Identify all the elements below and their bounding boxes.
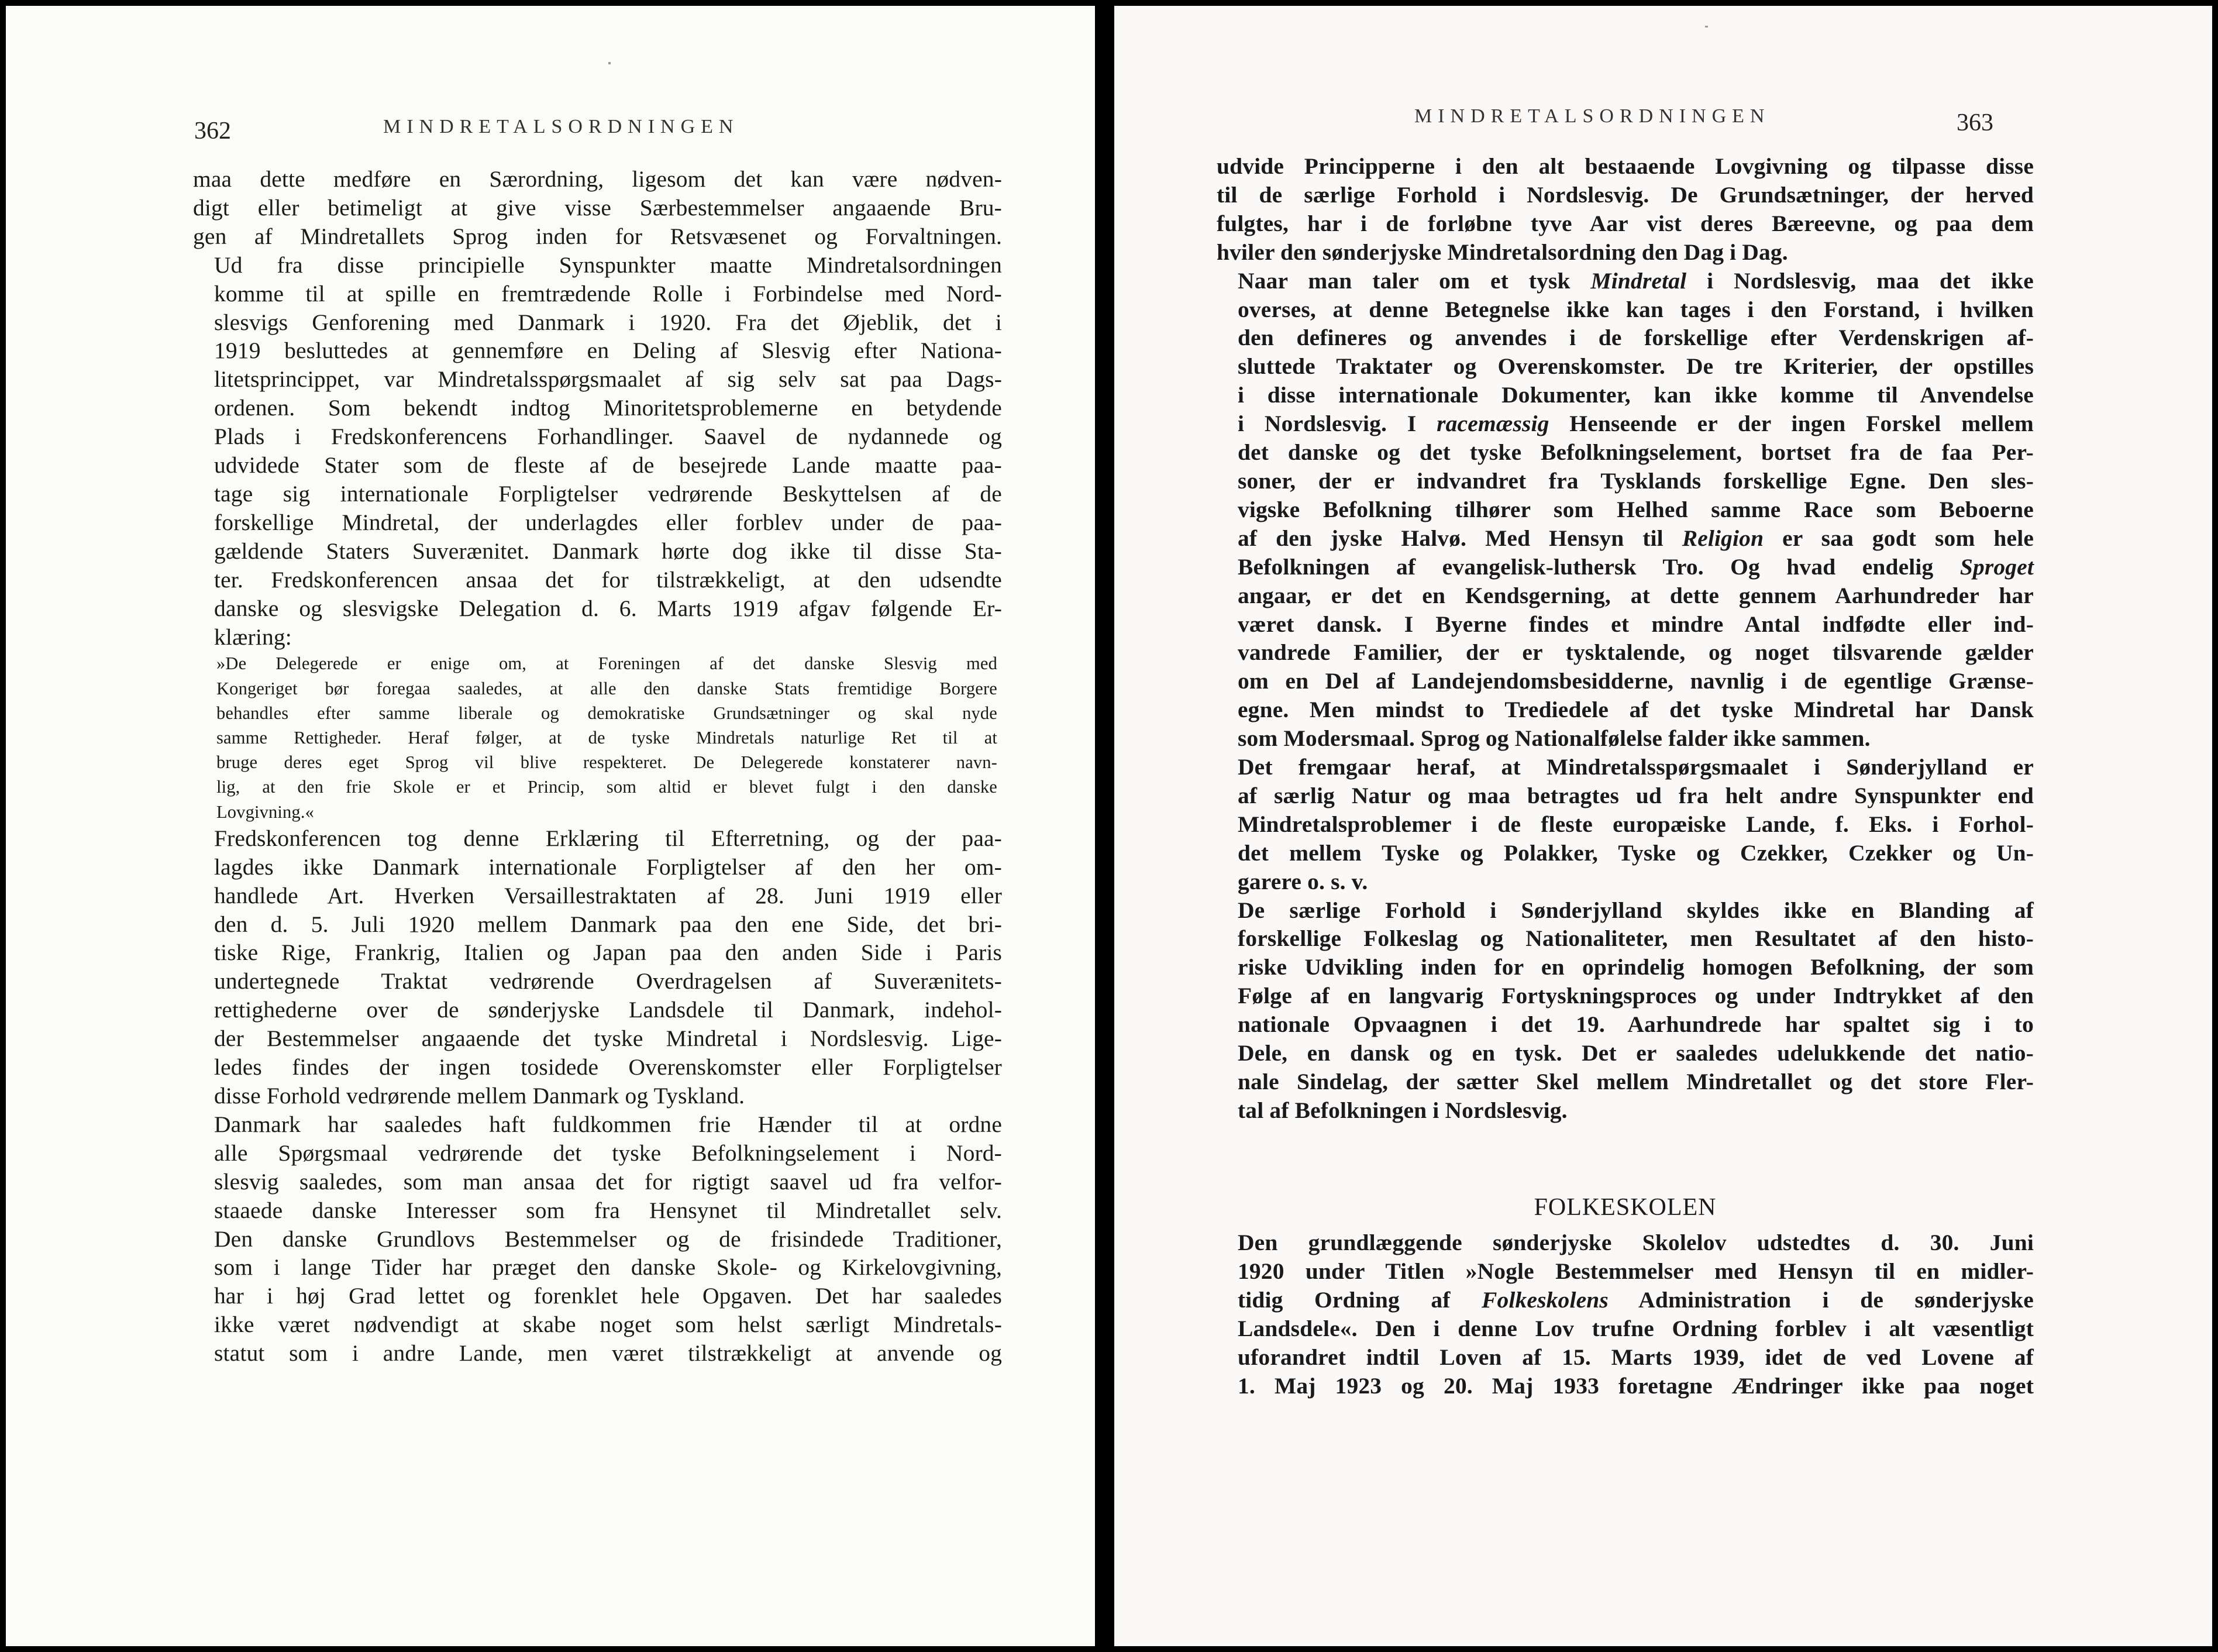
text-line: den d. 5. Juli 1920 mellem Danmark paa den ene Side, det bri- (214, 911, 1002, 937)
text-line: har i høj Grad lettet og forenklet hele Opgaven. Det har saaledes (214, 1283, 1002, 1309)
text-line (1217, 553, 2034, 581)
text-line: »De Delegerede er enige om, at Foreningen af det danske Slesvig med (216, 653, 997, 674)
paragraph (1217, 1228, 2034, 1400)
text-run: er saa godt som hele (1764, 525, 2034, 551)
text-line: slesvigs Genforening med Danmark i 1920. Fra det Øjeblik, det i (214, 309, 1002, 335)
left-page (6, 6, 1095, 1646)
text-line: Lovgivning.« (216, 801, 315, 822)
text-run: 1920 under Titlen »Nogle Bestemmelser med Hensyn til en midler- (1238, 1258, 2034, 1284)
text-run: Landsdele«. Den i denne Lov trufne Ordning forblev i alt væsentligt (1238, 1315, 2034, 1341)
text-run: egne. Men mindst to Trediedele af det tyske Mindretal har Dansk (1238, 697, 2034, 723)
text-line (1217, 295, 2034, 324)
text-line (1217, 610, 2034, 639)
text-line: tiske Rige, Frankrig, Italien og Japan paa den anden Side i Paris (214, 939, 1002, 966)
italic-term: Mindretal (1590, 267, 1687, 294)
text-run: Den grundlæggende sønderjyske Skolelov udstedtes d. 30. Juni (1238, 1230, 2034, 1255)
text-line: gældende Staters Suverænitet. Danmark hørte dog ikke til disse Sta- (214, 538, 1002, 564)
right-page (1114, 6, 2212, 1646)
text-line: lagdes ikke Danmark internationale Forpligtelser af den her om- (214, 853, 1002, 880)
text-run: i Nordslesvig. I (1238, 411, 1437, 437)
paragraph (1217, 267, 2034, 753)
text-line (1217, 1372, 2034, 1400)
italic-term: Sproget (1959, 553, 2034, 580)
text-run: været dansk. I Byerne findes et mindre Antal indfødte eller ind- (1238, 611, 2034, 637)
text-run: den defineres og anvendes i de forskellige efter Verdenskrigen af- (1238, 325, 2034, 351)
text-line: ordenen. Som bekendt indtog Minoritetsproblemerne en betydende (214, 395, 1002, 421)
text-line: handlede Art. Hverken Versaillestraktaten af 28. Juni 1919 eller (214, 882, 1002, 908)
paragraph (1217, 152, 2034, 267)
text-line: garere o. s. v. (1238, 868, 1368, 894)
text-run: i disse internationale Dokumenter, kan ikke komme til Anvendelse (1238, 382, 2034, 408)
body-text-section (1217, 1228, 2034, 1400)
text-line: nale Sindelag, der sætter Skel mellem Mindretallet og det store Fler- (1238, 1069, 2034, 1095)
text-run: overses, at denne Betegnelse ikke kan tages i den Forstand, i hvilken (1238, 296, 2034, 322)
text-line: samme Rettigheder. Heraf følger, at de tyske Mindretals naturlige Ret til at (216, 728, 997, 748)
text-run: sluttede Traktater og Overenskomster. De tre Kriterier, der opstilles (1238, 353, 2034, 380)
text-run: uforandret indtil Loven af 15. Marts 1939, idet de ved Lovene af (1238, 1344, 2034, 1370)
text-line (1217, 638, 2034, 667)
text-line: Ud fra disse principielle Synspunkter maatte Mindretalsordningen (214, 252, 1002, 278)
text-line: Mindretalsproblemer i de fleste europæiske Lande, f. Eks. i Forhol- (1238, 811, 2034, 837)
text-line: tage sig internationale Forpligtelser vedrørende Beskyttelsen af de (214, 480, 1002, 507)
text-line (1217, 323, 2034, 352)
text-line: rettighederne over de sønderjyske Landsdele til Danmark, indehol- (214, 997, 1002, 1023)
text-line (1217, 1314, 2034, 1343)
text-run: af den jyske Halvø. Med Hensyn til (1238, 525, 1682, 551)
text-line: behandles efter samme liberale og demokratiske Grundsætninger og skal nyde (216, 703, 997, 723)
text-line: staaede danske Interesser som fra Hensynet til Mindretallet selv. (214, 1197, 1002, 1223)
italic-term: Folkeskolens (1482, 1286, 1609, 1313)
paragraph (193, 251, 1002, 652)
text-line (1217, 381, 2034, 409)
text-line (1217, 524, 2034, 553)
text-line: riske Udvikling inden for en oprindelig homogen Befolkning, der som (1238, 954, 2034, 980)
text-line: Den danske Grundlovs Bestemmelser og de frisindede Traditioner, (214, 1226, 1002, 1252)
text-line: hviler den sønderjyske Mindretalsordning den Dag i Dag. (1217, 239, 1788, 265)
paragraph (1217, 753, 2034, 896)
text-line: Følge af en langvarig Fortyskningsproces og under Indtrykket af den (1238, 983, 2034, 1009)
body-text (1217, 152, 2034, 1125)
text-line: statut som i andre Lande, men været tilstrækkeligt at anvende og (214, 1340, 1002, 1367)
text-line: litetsprincippet, var Mindretalsspørgsmaalet af sig selv sat paa Dags- (214, 366, 1002, 393)
text-line (1217, 1286, 2034, 1314)
text-line (1217, 667, 2034, 696)
stray-mark (1705, 26, 1708, 27)
text-line: ter. Fredskonferencen ansaa det for tilstrækkeligt, at den udsendte (214, 566, 1002, 593)
text-run: angaar, er det en Kendsgerning, at dette gennem Aarhundreder har (1238, 582, 2034, 608)
text-line: ledes findes der ingen tosidede Overenskomster eller Forpligtelser (214, 1054, 1002, 1080)
text-run: Befolkningen af evangelisk-luthersk Tro. Og hvad endelig (1238, 553, 1960, 580)
text-line: komme til at spille en fremtrædende Rolle i Forbindelse med Nord- (214, 280, 1002, 307)
text-line: Danmark har saaledes haft fuldkommen frie Hænder til at ordne (214, 1111, 1002, 1137)
text-line: som i lange Tider har præget den danske Skole- og Kirkelovgivning, (214, 1254, 1002, 1281)
text-run: vigske Befolkning tilhører som Helhed samme Race som Beboerne (1238, 496, 2034, 522)
text-line (1217, 352, 2034, 381)
text-line: bruge deres eget Sprog vil blive respekteret. De Delegerede konstaterer navn- (216, 752, 997, 773)
text-run: om en Del af Landejendomsbesidderne, navnlig i de egentlige Grænse- (1238, 668, 2034, 694)
text-line (1217, 495, 2034, 524)
text-run: som Modersmaal. Sprog og Nationalfølelse falder ikke sammen. (1238, 725, 1871, 752)
text-line: Dele, en dansk og en tysk. Det er saaledes udelukkende det natio- (1238, 1040, 2034, 1066)
text-line: undertegnede Traktat vedrørende Overdragelsen af Suverænitets- (214, 968, 1002, 994)
text-line: til de særlige Forhold i Nordslesvig. De Grundsætninger, der herved (1217, 181, 2034, 208)
text-run: tidig Ordning af (1238, 1286, 1482, 1313)
text-run: Naar man taler om et tysk (1238, 267, 1591, 294)
text-line (1217, 1228, 2034, 1257)
text-line: forskellige Mindretal, der underlagdes eller forblev under de paa- (214, 509, 1002, 535)
text-line: forskellige Folkeslag og Nationaliteter, men Resultatet af den histo- (1238, 925, 2034, 952)
text-run: Administration i de sønderjyske (1608, 1286, 2034, 1313)
text-line: tal af Befolkningen i Nordslesvig. (1238, 1097, 1568, 1123)
paragraph (193, 165, 1002, 251)
paragraph (193, 824, 1002, 1110)
text-line (1217, 467, 2034, 495)
text-line (1217, 1257, 2034, 1286)
running-head: MINDRETALSORDNINGEN (1414, 105, 1771, 127)
text-line (1217, 438, 2034, 467)
text-line: ikke været nødvendigt at skabe noget som helst særligt Mindretals- (214, 1312, 1002, 1338)
text-line: af særlig Natur og maa betragtes ud fra helt andre Synspunkter end (1238, 782, 2034, 808)
text-line: Kongeriget bør foregaa saaledes, at alle den danske Stats fremtidige Borgere (216, 678, 997, 698)
text-line: disse Forhold vedrørende mellem Danmark og Tyskland. (214, 1082, 745, 1109)
text-line (1217, 409, 2034, 438)
text-line (1217, 581, 2034, 610)
text-line: Fredskonferencen tog denne Erklæring til Efterretning, og der paa- (214, 825, 1002, 851)
text-line: klæring: (214, 624, 292, 650)
text-run: i Nordslesvig, maa det ikke (1686, 267, 2034, 294)
text-line: det mellem Tyske og Polakker, Tyske og Czekker, Czekker og Un- (1238, 839, 2034, 866)
paragraph (1217, 896, 2034, 1125)
text-line (1217, 1343, 2034, 1372)
text-line: Plads i Fredskonferencens Forhandlinger. Saavel de nydannede og (214, 424, 1002, 450)
italic-term: racemæssig (1437, 411, 1549, 437)
text-line: fulgtes, har i de forløbne tyve Aar vist deres Bæreevne, og paa dem (1217, 210, 2034, 236)
text-run: det danske og det tyske Befolkningselement, bortset fra de faa Per- (1238, 439, 2034, 466)
running-head: MINDRETALSORDNINGEN (383, 116, 739, 137)
text-line (1217, 267, 2034, 295)
text-line: danske og slesvigske Delegation d. 6. Marts 1919 afgav følgende Er- (214, 595, 1002, 621)
text-run: 1. Maj 1923 og 20. Maj 1933 foretagne Ændringer ikke paa noget (1238, 1372, 2034, 1399)
text-line: udvidede Stater som de fleste af de besejrede Lande maatte paa- (214, 452, 1002, 479)
text-line: slesvig saaledes, som man ansaa det for rigtigt saavel ud fra velfor- (214, 1168, 1002, 1195)
text-line: De særlige Forhold i Sønderjylland skyldes ikke en Blanding af (1238, 897, 2034, 923)
italic-term: Religion (1682, 525, 1764, 551)
text-line: maa dette medføre en Særordning, ligesom det kan være nødven- (193, 166, 1002, 192)
text-line: 1919 besluttedes at gennemføre en Deling af Slesvig efter Nationa- (214, 338, 1002, 364)
text-run: vandrede Familier, der er tysktalende, og noget tilsvarende gælder (1238, 639, 2034, 666)
block-quote (193, 651, 1002, 824)
text-line: Det fremgaar heraf, at Mindretalsspørgsmaalet i Sønderjylland er (1238, 754, 2034, 780)
text-line: der Bestemmelser angaaende det tyske Mindretal i Nordslesvig. Lige- (214, 1025, 1002, 1052)
text-line: alle Spørgsmaal vedrørende det tyske Befolkningselement i Nord- (214, 1140, 1002, 1166)
text-line: nationale Opvaagnen i det 19. Aarhundrede har spaltet sig i to (1238, 1011, 2034, 1038)
text-line: gen af Mindretallets Sprog inden for Retsvæsenet og Forvaltningen. (193, 223, 1002, 249)
text-run: soner, der er indvandret fra Tysklands forskellige Egne. Den sles- (1238, 467, 2034, 494)
paragraph (193, 1110, 1002, 1368)
text-line: udvide Principperne i den alt bestaaende Lovgivning og tilpasse disse (1217, 153, 2034, 179)
text-line: digt eller betimeligt at give visse Særbestemmelser angaaende Bru- (193, 194, 1002, 221)
section-heading: FOLKESKOLEN (1534, 1194, 1717, 1221)
text-run: Henseende er der ingen Forskel mellem (1549, 411, 2034, 437)
page-number: 362 (194, 118, 231, 144)
text-line (1217, 696, 2034, 724)
body-text (193, 165, 1002, 1368)
page-number: 363 (1957, 109, 1993, 136)
text-line: lig, at den frie Skole er et Princip, som altid er blevet fulgt i den danske (216, 777, 997, 797)
stray-mark (608, 62, 611, 64)
text-line (1217, 724, 2034, 753)
